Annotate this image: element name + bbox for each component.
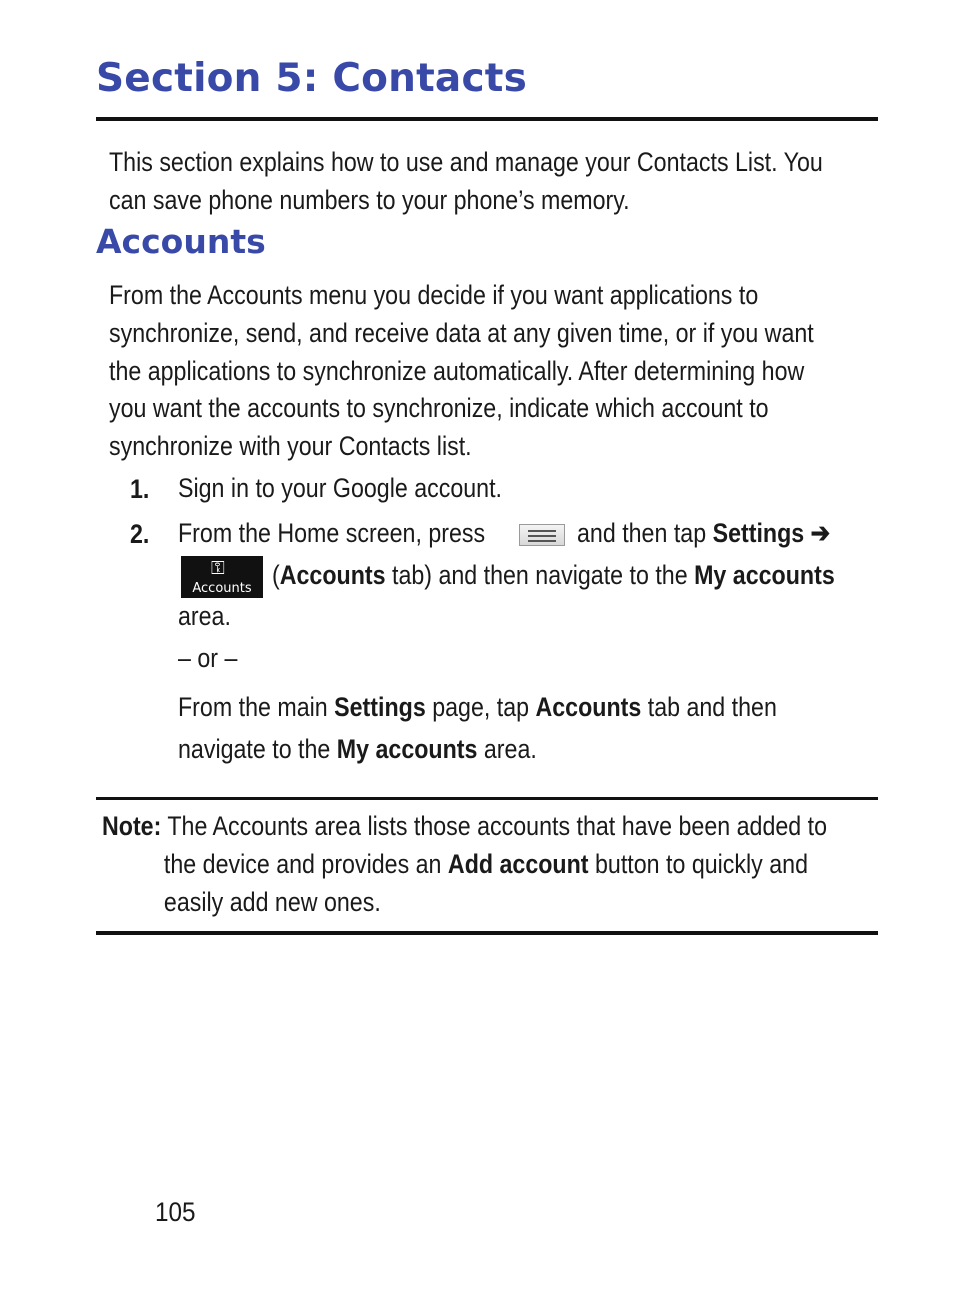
step-1-text: Sign in to your Google account. xyxy=(178,473,502,503)
and-then-tap-text: and then tap xyxy=(577,518,707,548)
accounts-line-2: synchronize, send, and receive data at any given time, or if you want xyxy=(109,317,814,348)
note-label: Note: xyxy=(102,811,162,841)
note-top-divider xyxy=(96,797,878,800)
note-text-1: The Accounts area lists those accounts that have been added to xyxy=(161,811,828,841)
step-2-alt-line-2 xyxy=(178,731,537,768)
page-number: 105 xyxy=(155,1197,196,1227)
settings-label: Settings xyxy=(712,518,805,548)
tab-navigate-text: tab) and then navigate to the xyxy=(385,560,695,590)
alt-my-accounts-bold: My accounts xyxy=(336,734,478,764)
note-text-3: button to quickly and xyxy=(588,849,808,879)
accounts-line-3: the applications to synchronize automatically. After determining how xyxy=(109,355,805,386)
accounts-line-5: synchronize with your Contacts list. xyxy=(109,431,472,462)
my-accounts-bold: My accounts xyxy=(694,560,835,590)
or-separator: – or – xyxy=(178,643,238,673)
accounts-paragraph xyxy=(109,277,814,466)
intro-paragraph xyxy=(109,144,823,220)
add-account-bold: Add account xyxy=(447,849,589,879)
accounts-tab-label: Accounts xyxy=(192,581,252,596)
key-icon: ⚿ xyxy=(211,558,225,579)
alt-accounts-bold: Accounts xyxy=(535,692,642,722)
step-2-number: 2. xyxy=(130,519,150,549)
step-1-number: 1. xyxy=(130,474,150,504)
intro-line-1: This section explains how to use and manage your Contacts List. You xyxy=(109,147,823,177)
alt-text-4: navigate to the xyxy=(178,734,337,764)
step-2-line-2 xyxy=(272,557,835,594)
alt-text-3: tab and then xyxy=(641,692,777,722)
alt-text-2: page, tap xyxy=(425,692,536,722)
note-line-1 xyxy=(102,807,827,845)
accounts-tab-icon xyxy=(181,556,263,598)
section-title: Section 5: Contacts xyxy=(96,56,528,101)
intro-line-2: can save phone numbers to your phone’s memory. xyxy=(109,184,630,215)
title-divider xyxy=(96,117,878,121)
note-bottom-divider xyxy=(96,931,878,935)
step-2-alt-line-1 xyxy=(178,689,777,726)
accounts-heading: Accounts xyxy=(96,222,266,261)
step-2-line-1-part-a: From the Home screen, press xyxy=(178,518,486,548)
step-2-line-3: area. xyxy=(178,601,231,631)
alt-text-5: area. xyxy=(477,734,537,764)
accounts-line-1: From the Accounts menu you decide if you want applications to xyxy=(109,280,759,310)
note-text-2: the device and provides an xyxy=(163,849,448,879)
accounts-line-4: you want the accounts to synchronize, indicate which account to xyxy=(109,393,769,424)
note-line-3: easily add new ones. xyxy=(163,887,381,917)
menu-key-icon xyxy=(519,524,565,546)
note-line-2 xyxy=(102,845,827,883)
alt-settings-bold: Settings xyxy=(334,692,426,722)
step-2-line-1-part-b xyxy=(577,515,830,552)
alt-text-1: From the main xyxy=(178,692,335,722)
arrow-icon: ➔ xyxy=(810,518,831,548)
accounts-bold: Accounts xyxy=(279,560,386,590)
paren-open: ( xyxy=(272,560,280,590)
note-block xyxy=(102,807,827,921)
